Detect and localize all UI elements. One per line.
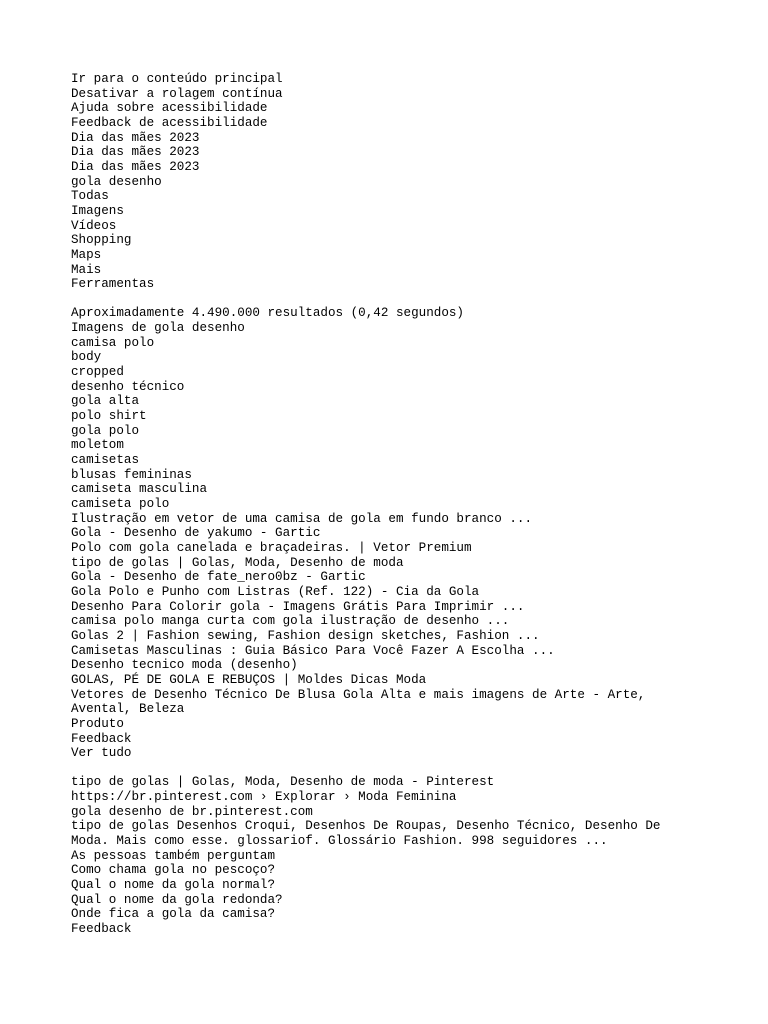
question-item[interactable]: Onde fica a gola da camisa? [71,907,276,922]
image-result[interactable]: Gola Polo e Punho com Listras (Ref. 122) - Cia da Gola [71,584,480,599]
filter-chip[interactable]: camiseta polo [71,497,170,512]
result-stats: Aproximadamente 4.490.000 resultados (0,42 segundos) [71,306,464,321]
filter-chip[interactable]: body [71,350,102,365]
image-result[interactable]: camisa polo manga curta com gola ilustração de desenho ... [71,614,510,629]
result-snippet: tipo de golas Desenhos Croqui, Desenhos De Roupas, Desenho Técnico, Desenho De Moda. Mais como esse. glossariof. Glossário Fashion. 998 seguidores ... [71,819,661,849]
image-result[interactable]: Golas 2 | Fashion sewing, Fashion design sketches, Fashion ... [71,628,540,643]
filter-chip[interactable]: polo shirt [71,409,147,424]
image-filter-chips [71,336,711,512]
spacer [71,292,711,307]
organic-result [71,775,711,848]
tab-shopping[interactable]: Shopping [71,233,132,248]
filter-chip[interactable]: moletom [71,438,124,453]
doodle [71,131,711,175]
tools-button[interactable]: Ferramentas [71,277,155,292]
image-result[interactable]: Camisetas Masculinas : Guia Básico Para Você Fazer A Escolha ... [71,643,555,658]
filter-chip[interactable]: gola polo [71,423,140,438]
search-query[interactable]: gola desenho [71,174,162,189]
question-item[interactable]: Qual o nome da gola redonda? [71,892,283,907]
filter-chip[interactable]: camiseta masculina [71,482,208,497]
spacer [71,761,711,776]
image-result[interactable]: GOLAS, PÉ DE GOLA E REBUÇOS | Moldes Dicas Moda [71,672,427,687]
tab-videos[interactable]: Vídeos [71,218,117,233]
tab-maps[interactable]: Maps [71,247,102,262]
image-results [71,512,711,717]
disable-continuous-scroll-link[interactable]: Desativar a rolagem contínua [71,86,283,101]
accessibility-help-link[interactable]: Ajuda sobre acessibilidade [71,101,268,116]
people-also-ask [71,849,711,937]
question-item[interactable]: Qual o nome da gola normal? [71,878,276,893]
doodle-link[interactable]: Dia das mães 2023 [71,130,200,145]
image-result[interactable]: Vetores de Desenho Técnico De Blusa Gola Alta e mais imagens de Arte - Arte, Avental, Beleza [71,687,646,717]
image-result[interactable]: Desenho tecnico moda (desenho) [71,658,298,673]
images-block [71,321,711,761]
tab-more[interactable]: Mais [71,262,102,277]
filter-chip[interactable]: camisetas [71,453,140,468]
product-link[interactable]: Produto [71,716,124,731]
tab-images[interactable]: Imagens [71,203,124,218]
people-also-ask-heading: As pessoas também perguntam [71,848,276,863]
images-heading[interactable]: Imagens de gola desenho [71,321,245,336]
result-thumbnail-link[interactable]: gola desenho de br.pinterest.com [71,804,313,819]
question-item[interactable]: Como chama gola no pescoço? [71,863,276,878]
filter-chip[interactable]: desenho técnico [71,379,185,394]
image-result[interactable]: Polo com gola canelada e braçadeiras. | Vetor Premium [71,540,472,555]
filter-chip[interactable]: gola alta [71,394,140,409]
skip-to-main-link[interactable]: Ir para o conteúdo principal [71,72,283,86]
skip-links [71,72,711,131]
image-result[interactable]: Desenho Para Colorir gola - Imagens Grátis Para Imprimir ... [71,599,525,614]
image-result[interactable]: Ilustração em vetor de uma camisa de gola em fundo branco ... [71,511,533,526]
result-breadcrumb: https://br.pinterest.com › Explorar › Moda Feminina [71,790,457,805]
accessibility-feedback-link[interactable]: Feedback de acessibilidade [71,115,268,130]
filter-chip[interactable]: blusas femininas [71,467,192,482]
image-result[interactable]: Gola - Desenho de yakumo - Gartic [71,526,321,541]
image-result[interactable]: tipo de golas | Golas, Moda, Desenho de moda [71,555,404,570]
see-all-images-link[interactable]: Ver tudo [71,746,132,761]
images-feedback-link[interactable]: Feedback [71,731,132,746]
paa-feedback-link[interactable]: Feedback [71,922,132,937]
doodle-link[interactable]: Dia das mães 2023 [71,145,200,160]
filter-chip[interactable]: cropped [71,365,124,380]
tab-all[interactable]: Todas [71,189,109,204]
filter-chip[interactable]: camisa polo [71,335,155,350]
doodle-link[interactable]: Dia das mães 2023 [71,159,200,174]
result-title-link[interactable]: tipo de golas | Golas, Moda, Desenho de moda - Pinterest [71,775,495,790]
search-results-page [71,72,711,937]
search-tabs [71,189,711,292]
image-result[interactable]: Gola - Desenho de fate_nero0bz - Gartic [71,570,366,585]
